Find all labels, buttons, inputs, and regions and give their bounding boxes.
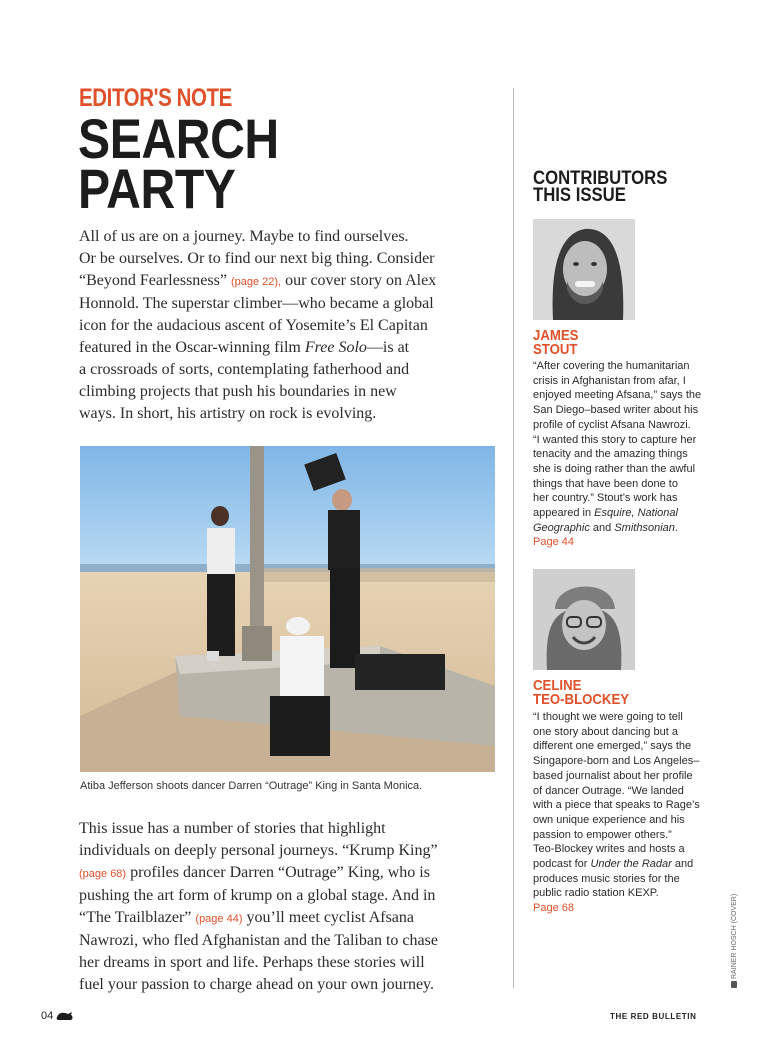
text-line	[533, 828, 711, 843]
text-segment: “After covering the humanitarian	[533, 360, 690, 372]
text-segment: .	[674, 521, 678, 534]
text-segment: featured in the Oscar-winning film	[79, 339, 305, 356]
text-segment: —is at	[366, 339, 410, 356]
text-segment: “I wanted this story to capture her	[533, 433, 697, 446]
text-line	[79, 359, 479, 381]
text-segment: profiles dancer Darren “Outrage” King, who is	[126, 864, 430, 881]
text-segment: own unique experience and his	[533, 813, 685, 826]
text-line	[533, 886, 711, 901]
bull-logo-icon	[56, 1011, 74, 1021]
text-line	[533, 388, 711, 403]
italic-title: Esquire, National	[594, 507, 678, 520]
text-segment: crisis in Afghanistan from afar, I	[533, 374, 686, 387]
text-segment: Singapore-born and Los Angeles–	[533, 755, 700, 768]
text-segment: individuals on deeply personal journeys. “Krump King”	[79, 842, 438, 859]
text-segment: climbing projects that push his boundaries in new	[79, 383, 397, 400]
feature-photo	[80, 446, 495, 772]
text-line	[533, 359, 711, 374]
contributor-page-link[interactable]: Page 44	[533, 536, 574, 549]
text-line	[533, 739, 711, 754]
text-line	[533, 769, 711, 784]
text-line	[533, 506, 711, 521]
text-segment: fuel your passion to charge ahead on your own journey.	[79, 976, 435, 993]
text-line	[533, 418, 711, 433]
text-segment: tenacity and the amazing things	[533, 448, 688, 461]
text-line	[79, 315, 479, 337]
contributor-bio	[533, 359, 711, 550]
closing-paragraph	[79, 818, 479, 996]
text-line	[533, 462, 711, 477]
text-line	[79, 270, 479, 293]
headline-line: SEARCH	[78, 107, 279, 170]
text-line	[79, 226, 479, 248]
text-segment: different one emerged,” says the	[533, 740, 692, 753]
text-segment: passion to empower others.”	[533, 828, 672, 841]
text-segment: profile of cyclist Afsana Nawrozi.	[533, 418, 691, 431]
text-line	[533, 754, 711, 769]
text-line	[533, 433, 711, 448]
text-segment: “The Trailblazer”	[79, 909, 196, 926]
text-line	[533, 710, 711, 725]
text-segment: “Beyond Fearlessness”	[79, 272, 231, 289]
text-segment: Or be ourselves. Or to find our next big thing. Consider	[79, 250, 435, 267]
text-segment: Teo-Blockey writes and hosts a	[533, 843, 685, 856]
contributor-bio	[533, 710, 711, 916]
text-segment: one story about dancing but a	[533, 725, 678, 738]
text-segment: Honnold. The superstar climber—who became a global	[79, 295, 434, 312]
contributor-name	[533, 329, 578, 357]
text-line	[79, 293, 479, 315]
headline-line: PARTY	[78, 157, 236, 220]
text-line	[79, 818, 479, 840]
camera-icon	[731, 981, 737, 988]
column-divider	[513, 88, 514, 988]
text-line	[533, 447, 711, 462]
text-line	[79, 248, 479, 270]
text-segment: Nawrozi, who fled Afghanistan and the Taliban to chase	[79, 932, 438, 949]
text-segment: ways. In short, his artistry on rock is evolving.	[79, 405, 377, 422]
text-segment: appeared in	[533, 507, 595, 520]
text-segment: she is doing rather than the awful	[533, 462, 696, 475]
text-line	[533, 872, 711, 887]
text-segment: based journalist about her profile	[533, 769, 693, 782]
text-line	[79, 840, 479, 862]
text-line	[533, 521, 711, 536]
page-reference: (page 22),	[230, 276, 282, 288]
text-line	[533, 798, 711, 813]
text-segment: her country.” Stout’s work has	[533, 492, 678, 505]
contributors-heading	[533, 170, 667, 204]
text-segment: public radio station KEXP.	[533, 887, 659, 900]
text-line	[533, 403, 711, 418]
text-line	[79, 403, 479, 425]
text-line	[79, 862, 479, 885]
text-line	[79, 907, 479, 930]
section-kicker: EDITOR'S NOTE	[79, 84, 232, 112]
text-segment: and	[671, 858, 694, 871]
contributor-name-line: JAMES	[533, 327, 579, 344]
italic-title: Smithsonian	[614, 521, 675, 534]
contributor-name	[533, 679, 629, 707]
headline	[78, 107, 279, 220]
text-segment: This issue has a number of stories that highlight	[79, 820, 386, 837]
publication-name: THE RED BULLETIN	[610, 1012, 697, 1021]
text-line	[533, 857, 711, 872]
text-segment: a crossroads of sorts, contemplating fatherhood and	[79, 361, 410, 378]
text-line	[79, 952, 479, 974]
text-line	[533, 491, 711, 506]
text-line	[533, 374, 711, 389]
text-segment: with a piece that speaks to Rage’s	[533, 799, 700, 812]
photo-caption: Atiba Jefferson shoots dancer Darren “Outrage” King in Santa Monica.	[80, 780, 423, 792]
text-segment: you’ll meet cyclist Afsana	[242, 909, 415, 926]
text-segment: enjoyed meeting Afsana,” says the	[533, 389, 702, 402]
text-line	[533, 813, 711, 828]
contributor-name-line: TEO-BLOCKEY	[533, 691, 630, 708]
portrait-illustration	[533, 569, 635, 670]
italic-title: Under the Radar	[590, 858, 672, 871]
text-segment: “I thought we were going to tell	[533, 711, 683, 723]
contributor-page-link[interactable]: Page 68	[533, 902, 574, 915]
text-line	[533, 842, 711, 857]
text-segment: her dreams in sport and life. Perhaps these stories will	[79, 954, 425, 971]
intro-paragraph	[79, 226, 479, 425]
text-line	[79, 337, 479, 359]
photo-credit-text: RAINER HOSCH (COVER)	[731, 893, 738, 979]
text-segment: icon for the audacious ascent of Yosemite’s El Capitan	[79, 317, 428, 334]
text-segment: All of us are on a journey. Maybe to find ourselves.	[79, 228, 409, 245]
text-line	[533, 725, 711, 740]
contributor-portrait	[533, 219, 635, 320]
beach-photo-illustration	[80, 446, 495, 772]
contributors-heading-line: CONTRIBUTORS	[533, 168, 668, 189]
text-line	[79, 381, 479, 403]
page-reference: (page 44)	[195, 913, 243, 925]
text-line	[533, 784, 711, 799]
photo-credit	[731, 894, 738, 988]
page-reference: (page 68)	[79, 868, 127, 880]
text-segment: San Diego–based writer about his	[533, 404, 699, 417]
text-segment: our cover story on Alex	[281, 272, 437, 289]
contributor-portrait	[533, 569, 635, 670]
italic-title: Free Solo	[304, 339, 367, 356]
text-segment: produces music stories for the	[533, 872, 680, 885]
contributor-name-line: STOUT	[533, 341, 578, 358]
text-segment: podcast for	[533, 858, 591, 871]
text-segment: things that have been done to	[533, 477, 678, 490]
contributors-heading-line: THIS ISSUE	[533, 185, 626, 206]
text-segment: pushing the art form of krump on a global stage. And in	[79, 887, 436, 904]
text-line	[79, 974, 479, 996]
page-number-text: 04	[41, 1010, 54, 1022]
text-line	[533, 477, 711, 492]
contributor-name-line: CELINE	[533, 677, 582, 694]
italic-title: Geographic	[533, 521, 590, 534]
text-segment: of dancer Outrage. “We landed	[533, 784, 684, 797]
text-line	[79, 885, 479, 907]
portrait-illustration	[533, 219, 635, 320]
text-segment: and	[589, 521, 615, 534]
text-line	[79, 930, 479, 952]
page-number	[41, 1010, 74, 1022]
